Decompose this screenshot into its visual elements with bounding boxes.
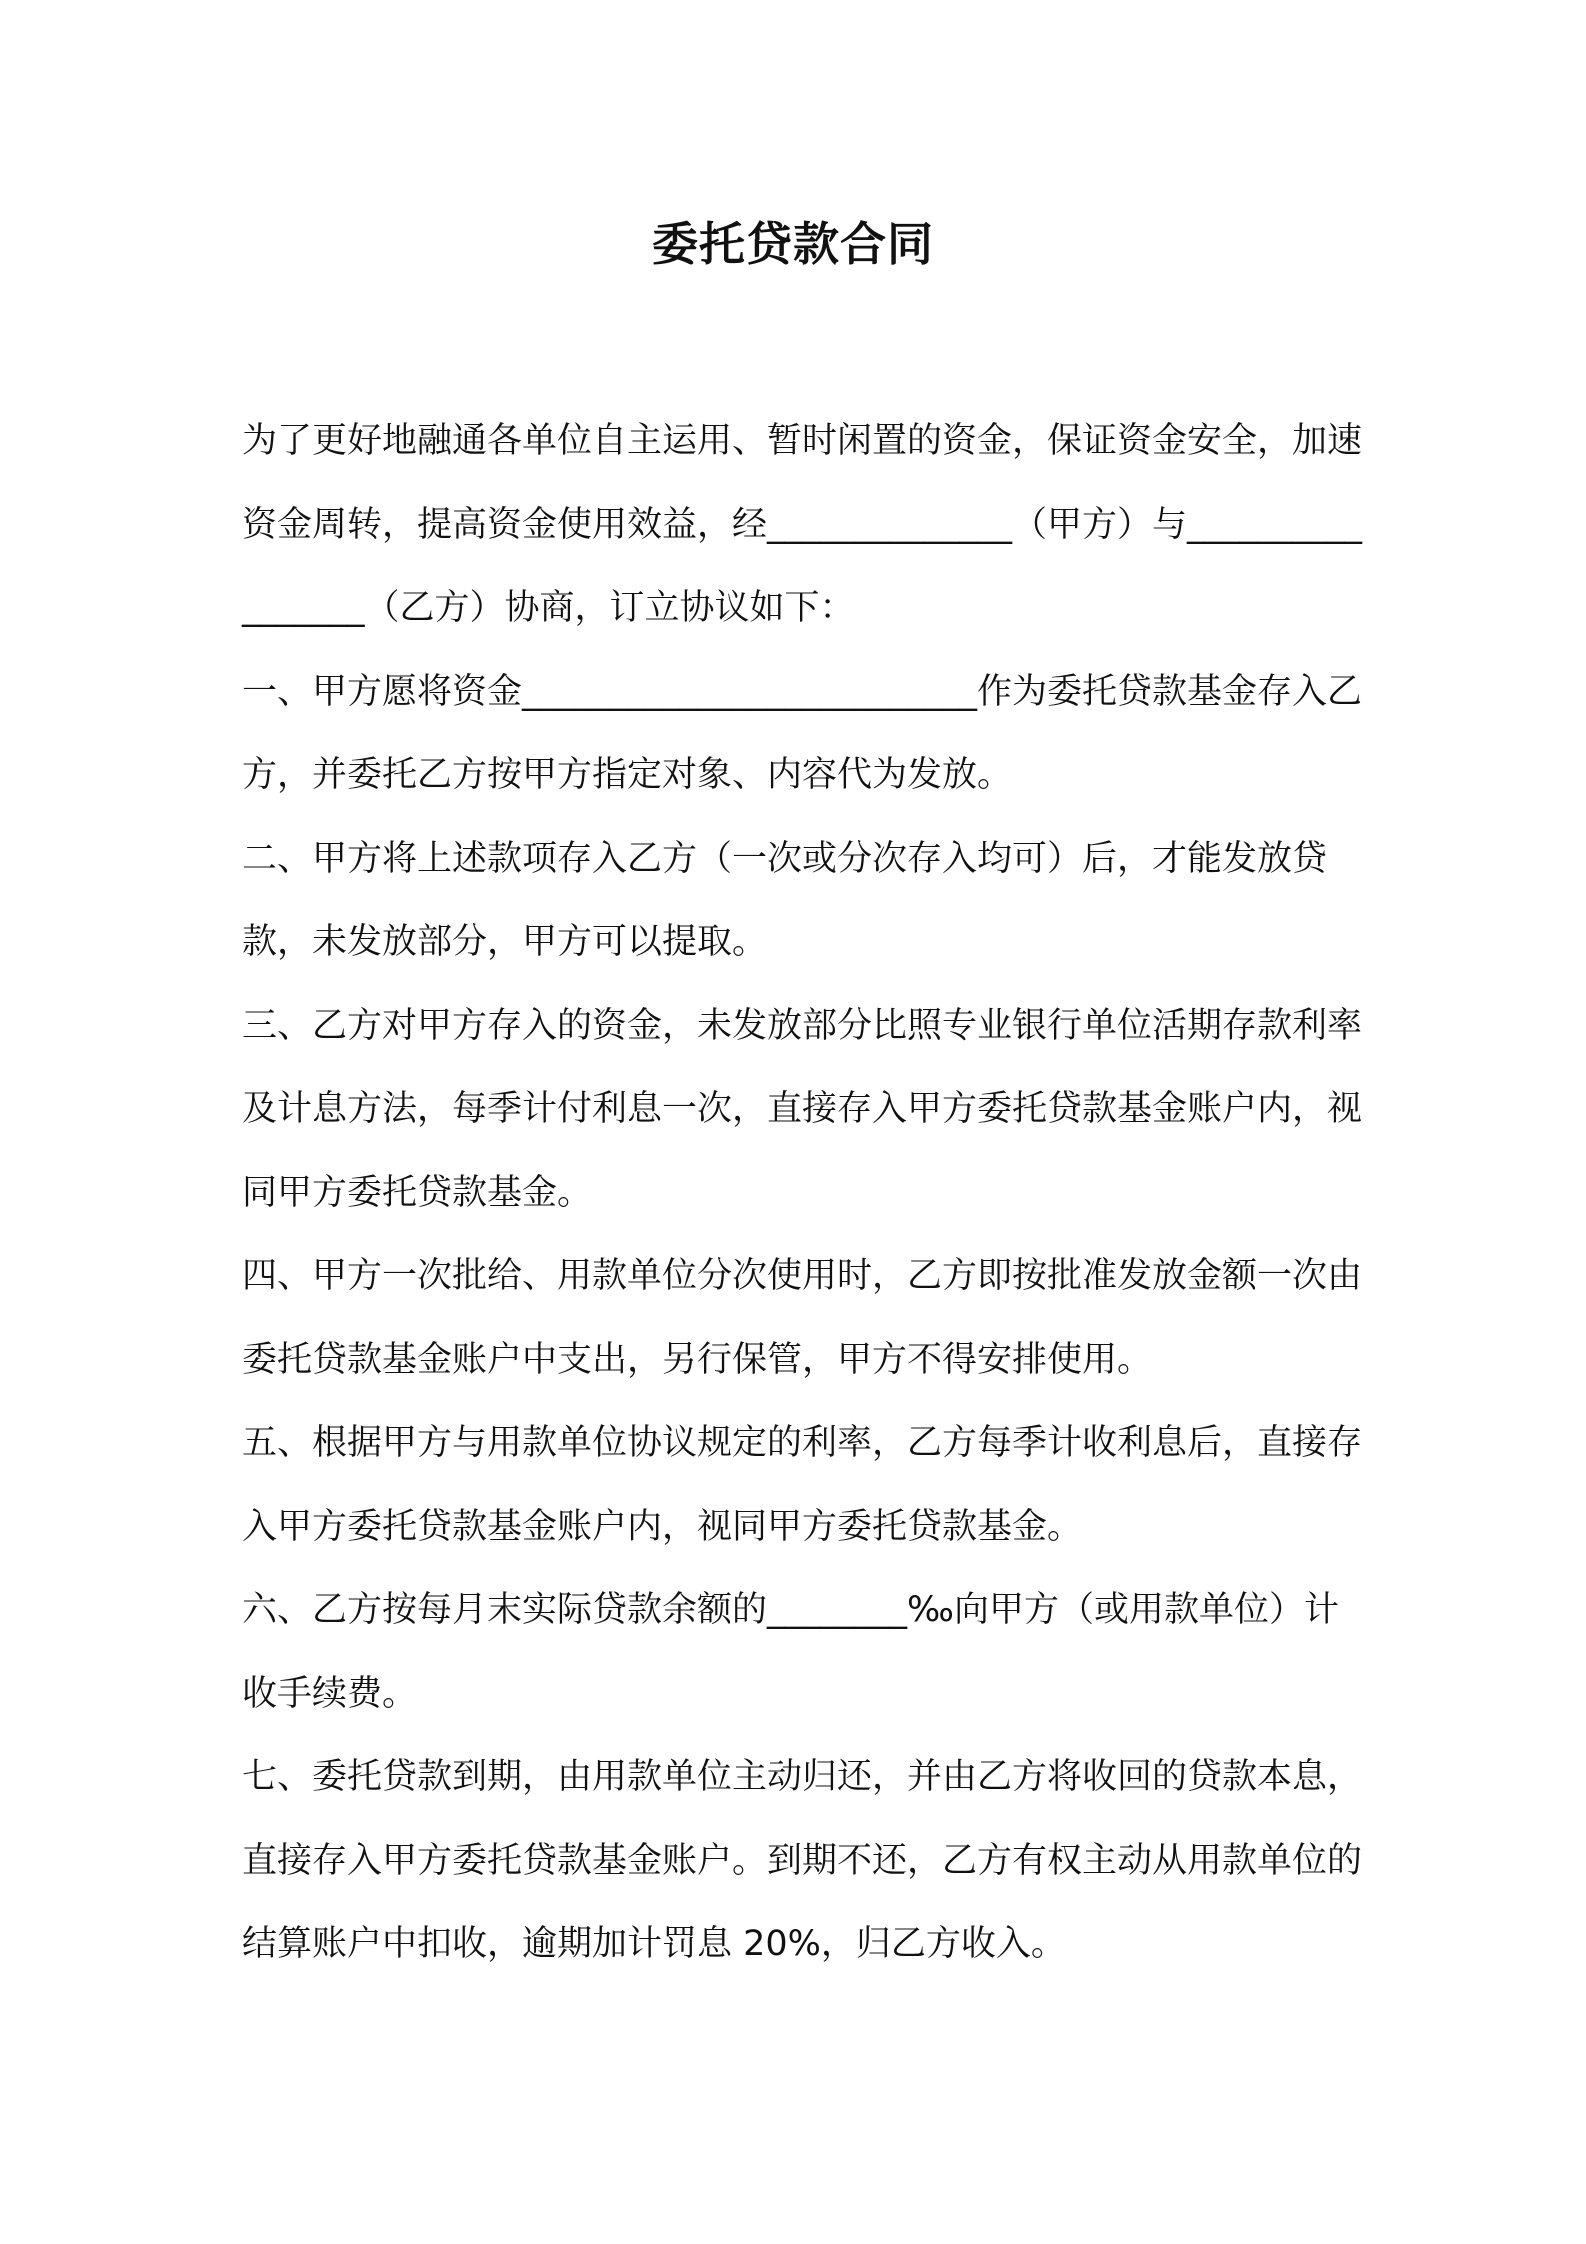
document-title: 委托贷款合同 (652, 217, 934, 271)
paragraph-clause-1: 一、甲方愿将资金__________________________作为委托贷款基金存入乙方，并委托乙方按甲方指定对象、内容代为发放。 (242, 671, 1363, 795)
paragraph-preamble: 为了更好地融通各单位自主运用、暂时闲置的资金，保证资金安全，加速资金周转，提高资金使用效益，经______________（甲方）与_________________（乙方）协商，订立协议如下： (242, 421, 1363, 628)
paragraph-clause-2: 二、甲方将上述款项存入乙方（一次或分次存入均可）后，才能发放贷款，未发放部分，甲方可以提取。 (242, 838, 1328, 962)
contract-body (242, 400, 1362, 1987)
paragraph-clause-3: 三、乙方对甲方存入的资金，未发放部分比照专业银行单位活期存款利率及计息方法，每季计付利息一次，直接存入甲方委托贷款基金账户内，视同甲方委托贷款基金。 (242, 1005, 1363, 1213)
paragraph-clause-4: 四、甲方一次批给、用款单位分次使用时，乙方即按批准发放金额一次由委托贷款基金账户中支出，另行保管，甲方不得安排使用。 (242, 1256, 1363, 1380)
paragraph-clause-6: 六、乙方按每月末实际贷款余额的________‰向甲方（或用款单位）计收手续费。 (242, 1590, 1339, 1714)
paragraph-clause-7: 七、委托贷款到期，由用款单位主动归还，并由乙方将收回的贷款本息，直接存入甲方委托贷款基金账户。到期不还，乙方有权主动从用款单位的结算账户中扣收，逾期加计罚息 20%，归乙方收入。 (242, 1757, 1363, 1964)
paragraph-clause-5: 五、根据甲方与用款单位协议规定的利率，乙方每季计收利息后，直接存入甲方委托贷款基金账户内，视同甲方委托贷款基金。 (242, 1423, 1363, 1547)
